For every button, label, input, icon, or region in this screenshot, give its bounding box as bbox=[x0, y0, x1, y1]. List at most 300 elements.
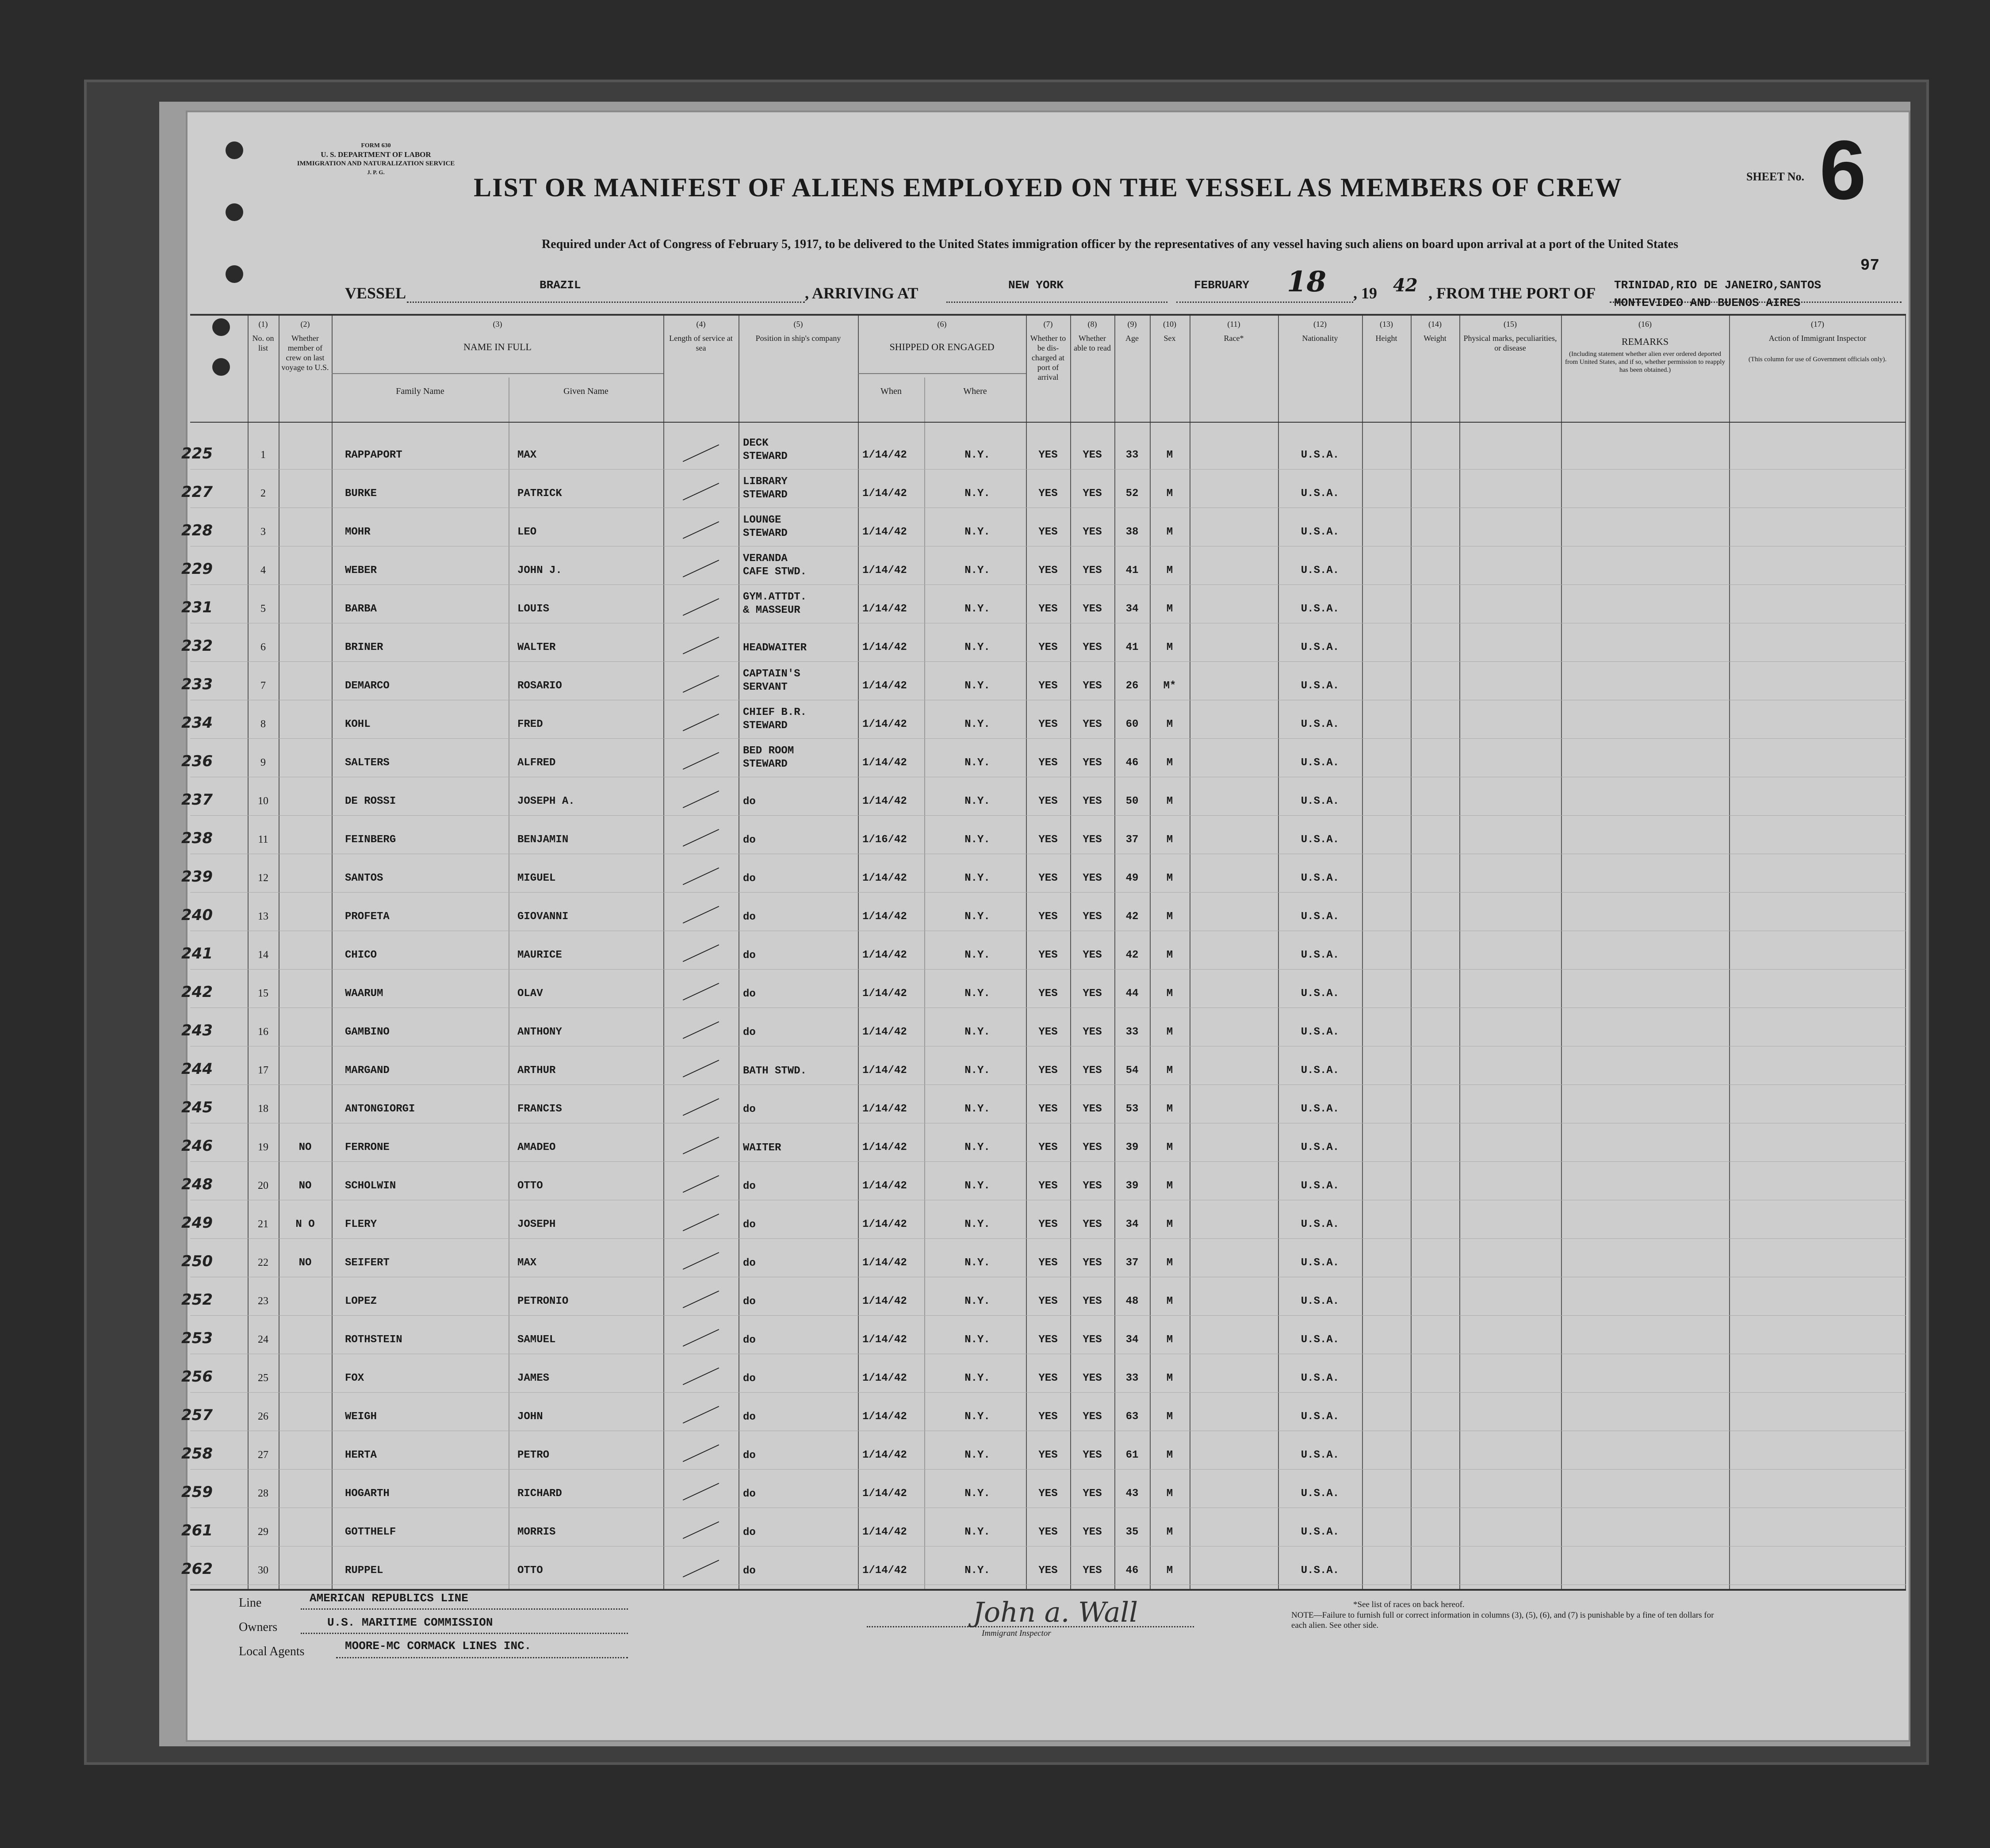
given-name-cell: ALFRED bbox=[517, 757, 556, 769]
age-cell: 61 bbox=[1125, 1449, 1139, 1461]
given-name-cell: PATRICK bbox=[517, 488, 562, 500]
shipped-where-cell: N.Y. bbox=[964, 1065, 990, 1077]
given-name-cell: BENJAMIN bbox=[517, 834, 569, 846]
form-number: FORM 630 bbox=[361, 142, 391, 149]
column-header: Sex bbox=[1163, 334, 1176, 343]
nationality-cell: U.S.A. bbox=[1301, 641, 1339, 653]
discharged-cell: YES bbox=[1038, 1065, 1058, 1077]
family-name-cell: HOGARTH bbox=[345, 1488, 390, 1500]
sheet-label: SHEET No. bbox=[1746, 170, 1804, 183]
margin-number: 246 bbox=[181, 1137, 213, 1155]
margin-number: 240 bbox=[181, 906, 213, 924]
margin-number: 236 bbox=[181, 752, 213, 770]
agency-line-1: U. S. DEPARTMENT OF LABOR bbox=[321, 150, 431, 159]
age-cell: 26 bbox=[1125, 680, 1139, 692]
given-name-cell: RICHARD bbox=[517, 1488, 562, 1500]
able-to-read-cell: YES bbox=[1083, 680, 1102, 692]
column-header: Nationality bbox=[1302, 334, 1338, 343]
position-cell: WAITER bbox=[743, 1142, 781, 1154]
arriving-port: NEW YORK bbox=[1008, 279, 1064, 292]
dotted-rule bbox=[301, 1608, 628, 1610]
position-cell: BATH STWD. bbox=[743, 1065, 807, 1077]
service-check-mark bbox=[683, 944, 719, 962]
able-to-read-cell: YES bbox=[1083, 872, 1102, 884]
sex-cell: M bbox=[1166, 1103, 1173, 1115]
sex-cell: M bbox=[1166, 449, 1173, 461]
position-cell: do bbox=[743, 1103, 756, 1115]
able-to-read-cell: YES bbox=[1083, 1103, 1102, 1115]
position-cell: do bbox=[743, 988, 756, 1000]
discharged-cell: YES bbox=[1038, 1026, 1058, 1038]
nationality-cell: U.S.A. bbox=[1301, 718, 1339, 730]
age-cell: 43 bbox=[1125, 1488, 1139, 1500]
margin-number: 249 bbox=[181, 1214, 213, 1232]
margin-number: 245 bbox=[181, 1099, 213, 1116]
sex-cell: M bbox=[1166, 1026, 1173, 1038]
given-name-cell: MAX bbox=[517, 449, 537, 461]
shipped-where-cell: N.Y. bbox=[964, 680, 990, 692]
table-row bbox=[181, 1281, 1906, 1320]
service-check-mark bbox=[683, 829, 719, 847]
list-number: 6 bbox=[260, 641, 266, 653]
age-cell: 46 bbox=[1125, 1565, 1139, 1577]
nationality-cell: U.S.A. bbox=[1301, 757, 1339, 769]
given-name-cell: JOHN bbox=[517, 1411, 543, 1423]
inspector-signature: John a. Wall bbox=[973, 1596, 1138, 1628]
age-cell: 41 bbox=[1125, 641, 1139, 653]
last-voyage-cell: NO bbox=[298, 1180, 312, 1192]
shipped-where-cell: N.Y. bbox=[964, 1103, 990, 1115]
family-name-cell: FERRONE bbox=[345, 1142, 390, 1153]
list-number: 18 bbox=[258, 1103, 268, 1115]
shipped-where-cell: N.Y. bbox=[964, 1411, 990, 1423]
margin-number: 248 bbox=[181, 1176, 213, 1193]
arrival-day: 18 bbox=[1287, 265, 1327, 298]
table-row bbox=[181, 512, 1906, 550]
position-cell: do bbox=[743, 1565, 756, 1577]
shipped-where-cell: N.Y. bbox=[964, 526, 990, 538]
nationality-cell: U.S.A. bbox=[1301, 449, 1339, 461]
discharged-cell: YES bbox=[1038, 1295, 1058, 1307]
sex-cell: M bbox=[1166, 1218, 1173, 1230]
nationality-cell: U.S.A. bbox=[1301, 988, 1339, 1000]
position-cell: LOUNGE STEWARD bbox=[743, 514, 788, 539]
list-number: 26 bbox=[258, 1411, 268, 1422]
position-cell: do bbox=[743, 1373, 756, 1385]
given-name-cell: SAMUEL bbox=[517, 1334, 556, 1346]
nationality-cell: U.S.A. bbox=[1301, 834, 1339, 846]
races-note: *See list of races on back hereof. bbox=[1353, 1600, 1465, 1609]
discharged-cell: YES bbox=[1038, 872, 1058, 884]
table-row bbox=[181, 589, 1906, 627]
action-note: (This column for use of Government officials only). bbox=[1748, 356, 1887, 363]
column-number: (10) bbox=[1163, 320, 1176, 328]
family-name-cell: FEINBERG bbox=[345, 834, 396, 846]
margin-number: 232 bbox=[181, 637, 213, 655]
sex-cell: M bbox=[1166, 1180, 1173, 1192]
service-check-mark bbox=[683, 521, 719, 539]
shipped-when-cell: 1/14/42 bbox=[862, 795, 907, 807]
discharged-cell: YES bbox=[1038, 680, 1058, 692]
family-name-cell: LOPEZ bbox=[345, 1295, 377, 1307]
margin-number: 243 bbox=[181, 1022, 213, 1039]
able-to-read-cell: YES bbox=[1083, 795, 1102, 807]
table-row bbox=[181, 1320, 1906, 1358]
margin-number: 261 bbox=[181, 1522, 213, 1539]
shipped-where-cell: N.Y. bbox=[964, 488, 990, 500]
column-header: Whether to be dis-charged at port of arrival bbox=[1030, 334, 1066, 382]
sex-cell: M bbox=[1166, 641, 1173, 653]
shipped-when-cell: 1/14/42 bbox=[862, 1488, 907, 1500]
column-number: (14) bbox=[1428, 320, 1442, 328]
family-name-cell: BRINER bbox=[345, 641, 383, 653]
given-name-cell: MORRIS bbox=[517, 1526, 556, 1538]
list-number: 8 bbox=[260, 718, 266, 730]
position-cell: do bbox=[743, 1411, 756, 1423]
list-number: 7 bbox=[260, 680, 266, 691]
list-number: 15 bbox=[258, 988, 268, 999]
shipped-where-cell: N.Y. bbox=[964, 757, 990, 769]
list-number: 24 bbox=[258, 1334, 268, 1345]
sex-cell: M bbox=[1166, 1449, 1173, 1461]
shipped-where-cell: N.Y. bbox=[964, 1218, 990, 1230]
column-subheader: Where bbox=[963, 386, 987, 396]
margin-number: 229 bbox=[181, 560, 213, 578]
margin-number: 234 bbox=[181, 714, 213, 732]
service-check-mark bbox=[683, 1521, 719, 1539]
margin-number: 258 bbox=[181, 1445, 213, 1462]
able-to-read-cell: YES bbox=[1083, 1257, 1102, 1269]
column-number: (8) bbox=[1087, 320, 1097, 328]
dotted-rule bbox=[407, 302, 805, 303]
discharged-cell: YES bbox=[1038, 1180, 1058, 1192]
age-cell: 52 bbox=[1125, 488, 1139, 500]
shipped-when-cell: 1/14/42 bbox=[862, 872, 907, 884]
dotted-rule bbox=[1176, 302, 1353, 303]
family-name-cell: GOTTHELF bbox=[345, 1526, 396, 1538]
from-label: , FROM THE PORT OF bbox=[1428, 284, 1596, 302]
punch-hole bbox=[226, 265, 243, 283]
column-number: (17) bbox=[1811, 320, 1824, 328]
year-suffix: 42 bbox=[1393, 275, 1418, 296]
margin-number: 259 bbox=[181, 1483, 213, 1501]
given-name-cell: GIOVANNI bbox=[517, 911, 569, 923]
given-name-cell: PETRO bbox=[517, 1449, 550, 1461]
table-row bbox=[181, 1166, 1906, 1204]
nationality-cell: U.S.A. bbox=[1301, 526, 1339, 538]
given-name-cell: FRANCIS bbox=[517, 1103, 562, 1115]
discharged-cell: YES bbox=[1038, 911, 1058, 923]
sex-cell: M bbox=[1166, 757, 1173, 769]
column-header: Physical marks, peculiarities, or disease bbox=[1463, 334, 1557, 352]
list-number: 25 bbox=[258, 1372, 268, 1384]
sex-cell: M bbox=[1166, 1257, 1173, 1269]
shipped-when-cell: 1/14/42 bbox=[862, 988, 907, 1000]
family-name-cell: DE ROSSI bbox=[345, 795, 396, 807]
list-number: 12 bbox=[258, 872, 268, 884]
margin-number: 237 bbox=[181, 791, 213, 809]
margin-number: 242 bbox=[181, 983, 213, 1001]
service-check-mark bbox=[683, 714, 719, 731]
position-cell: CAPTAIN'S SERVANT bbox=[743, 668, 800, 693]
shipped-when-cell: 1/14/42 bbox=[862, 911, 907, 923]
nationality-cell: U.S.A. bbox=[1301, 565, 1339, 577]
given-name-cell: FRED bbox=[517, 718, 543, 730]
nationality-cell: U.S.A. bbox=[1301, 680, 1339, 692]
table-row bbox=[181, 550, 1906, 589]
discharged-cell: YES bbox=[1038, 1334, 1058, 1346]
shipped-when-cell: 1/14/42 bbox=[862, 1411, 907, 1423]
remarks-note: (Including statement whether alien ever ordered deported from United States, and if so, whether permission to reapply has been obtained.) bbox=[1565, 351, 1725, 374]
shipped-where-cell: N.Y. bbox=[964, 1372, 990, 1384]
shipped-where-cell: N.Y. bbox=[964, 1488, 990, 1500]
punch-hole bbox=[226, 203, 243, 221]
service-check-mark bbox=[683, 1060, 719, 1077]
last-voyage-cell: NO bbox=[298, 1142, 312, 1153]
sex-cell: M bbox=[1166, 526, 1173, 538]
sheet-number: 6 bbox=[1819, 123, 1866, 217]
column-header: Age bbox=[1125, 334, 1139, 343]
able-to-read-cell: YES bbox=[1083, 1526, 1102, 1538]
age-cell: 42 bbox=[1125, 911, 1139, 923]
footer bbox=[239, 1587, 1875, 1720]
margin-number: 252 bbox=[181, 1291, 213, 1309]
nationality-cell: U.S.A. bbox=[1301, 1334, 1339, 1346]
given-name-cell: MIGUEL bbox=[517, 872, 556, 884]
column-header: Whether member of crew on last voyage to U.S. bbox=[281, 334, 329, 372]
shipped-when-cell: 1/14/42 bbox=[862, 565, 907, 577]
position-cell: VERANDA CAFE STWD. bbox=[743, 553, 807, 578]
service-check-mark bbox=[683, 637, 719, 654]
last-voyage-cell: N O bbox=[295, 1218, 315, 1230]
able-to-read-cell: YES bbox=[1083, 603, 1102, 615]
service-check-mark bbox=[683, 1367, 719, 1385]
service-check-mark bbox=[683, 1098, 719, 1116]
dotted-rule bbox=[301, 1633, 628, 1634]
shipped-where-cell: N.Y. bbox=[964, 949, 990, 961]
shipped-where-cell: N.Y. bbox=[964, 718, 990, 730]
discharged-cell: YES bbox=[1038, 488, 1058, 500]
given-name-cell: MAX bbox=[517, 1257, 537, 1269]
column-number: (6) bbox=[937, 320, 947, 328]
family-name-cell: ROTHSTEIN bbox=[345, 1334, 402, 1346]
column-number: (2) bbox=[300, 320, 310, 328]
position-cell: do bbox=[743, 796, 756, 808]
crew-table bbox=[181, 314, 1906, 1591]
age-cell: 34 bbox=[1125, 1334, 1139, 1346]
family-name-cell: MOHR bbox=[345, 526, 371, 538]
nationality-cell: U.S.A. bbox=[1301, 1372, 1339, 1384]
table-row bbox=[181, 704, 1906, 743]
given-name-cell: ROSARIO bbox=[517, 680, 562, 692]
able-to-read-cell: YES bbox=[1083, 1449, 1102, 1461]
arriving-label: , ARRIVING AT bbox=[805, 284, 918, 302]
shipped-when-cell: 1/14/42 bbox=[862, 1142, 907, 1153]
family-name-cell: RUPPEL bbox=[345, 1565, 383, 1577]
column-header: Height bbox=[1375, 334, 1397, 343]
column-header: Position in ship's company bbox=[755, 334, 841, 343]
table-row bbox=[181, 781, 1906, 820]
family-name-cell: FLERY bbox=[345, 1218, 377, 1230]
able-to-read-cell: YES bbox=[1083, 1065, 1102, 1077]
table-row bbox=[181, 1050, 1906, 1089]
discharged-cell: YES bbox=[1038, 795, 1058, 807]
given-name-cell: AMADEO bbox=[517, 1142, 556, 1153]
owners-label: Owners bbox=[239, 1620, 278, 1634]
list-number: 29 bbox=[258, 1526, 268, 1538]
subheader-rule bbox=[332, 373, 663, 374]
table-row bbox=[181, 627, 1906, 666]
column-header: Action of Immigrant Inspector bbox=[1768, 334, 1867, 343]
discharged-cell: YES bbox=[1038, 757, 1058, 769]
shipped-where-cell: N.Y. bbox=[964, 1295, 990, 1307]
nationality-cell: U.S.A. bbox=[1301, 1180, 1339, 1192]
discharged-cell: YES bbox=[1038, 1142, 1058, 1153]
family-name-cell: FOX bbox=[345, 1372, 364, 1384]
shipped-when-cell: 1/16/42 bbox=[862, 834, 907, 846]
nationality-cell: U.S.A. bbox=[1301, 949, 1339, 961]
sex-cell: M bbox=[1166, 1488, 1173, 1500]
margin-number: 253 bbox=[181, 1329, 213, 1347]
age-cell: 41 bbox=[1125, 565, 1139, 577]
list-number: 22 bbox=[258, 1257, 268, 1268]
list-number: 17 bbox=[258, 1065, 268, 1076]
shipped-where-cell: N.Y. bbox=[964, 641, 990, 653]
able-to-read-cell: YES bbox=[1083, 1372, 1102, 1384]
column-number: (1) bbox=[258, 320, 268, 328]
family-name-cell: PROFETA bbox=[345, 911, 390, 923]
list-number: 4 bbox=[260, 565, 266, 576]
service-check-mark bbox=[683, 1252, 719, 1270]
dotted-rule bbox=[336, 1657, 628, 1658]
family-name-cell: KOHL bbox=[345, 718, 371, 730]
line-label: Line bbox=[239, 1596, 262, 1610]
family-name-cell: WEIGH bbox=[345, 1411, 377, 1423]
sex-cell: M bbox=[1166, 565, 1173, 577]
able-to-read-cell: YES bbox=[1083, 565, 1102, 577]
sex-cell: M bbox=[1166, 911, 1173, 923]
column-header: Whether able to read bbox=[1074, 334, 1111, 352]
column-header: Weight bbox=[1424, 334, 1447, 343]
service-check-mark bbox=[683, 983, 719, 1000]
service-check-mark bbox=[683, 1291, 719, 1308]
margin-number: 231 bbox=[181, 599, 213, 616]
sex-cell: M bbox=[1166, 1295, 1173, 1307]
service-check-mark bbox=[683, 598, 719, 616]
age-cell: 49 bbox=[1125, 872, 1139, 884]
shipped-when-cell: 1/14/42 bbox=[862, 1218, 907, 1230]
service-check-mark bbox=[683, 1214, 719, 1231]
shipped-where-cell: N.Y. bbox=[964, 795, 990, 807]
inspector-label: Immigrant Inspector bbox=[982, 1629, 1051, 1638]
shipped-when-cell: 1/14/42 bbox=[862, 757, 907, 769]
age-cell: 46 bbox=[1125, 757, 1139, 769]
family-name-cell: DEMARCO bbox=[345, 680, 390, 692]
nationality-cell: U.S.A. bbox=[1301, 795, 1339, 807]
column-number: (9) bbox=[1127, 320, 1137, 328]
position-cell: GYM.ATTDT. & MASSEUR bbox=[743, 591, 807, 616]
able-to-read-cell: YES bbox=[1083, 1565, 1102, 1577]
age-cell: 37 bbox=[1125, 834, 1139, 846]
table-row bbox=[181, 1012, 1906, 1050]
sex-cell: M bbox=[1166, 988, 1173, 1000]
list-number: 13 bbox=[258, 911, 268, 922]
service-check-mark bbox=[683, 1444, 719, 1462]
table-row bbox=[181, 974, 1906, 1012]
column-subheader: Family Name bbox=[396, 386, 444, 396]
position-cell: do bbox=[743, 834, 756, 846]
port-line-1: TRINIDAD,RIO DE JANEIRO,SANTOS bbox=[1614, 279, 1822, 292]
manifest-title: LIST OR MANIFEST OF ALIENS EMPLOYED ON THE VESSEL AS MEMBERS OF CREW bbox=[474, 173, 1623, 202]
sex-cell: M bbox=[1166, 1334, 1173, 1346]
table-row bbox=[181, 473, 1906, 512]
position-cell: do bbox=[743, 873, 756, 885]
list-number: 30 bbox=[258, 1565, 268, 1576]
shipped-when-cell: 1/14/42 bbox=[862, 1372, 907, 1384]
nationality-cell: U.S.A. bbox=[1301, 1565, 1339, 1577]
margin-number: 244 bbox=[181, 1060, 213, 1078]
manifest-sheet bbox=[181, 111, 1910, 1742]
position-cell: do bbox=[743, 1334, 756, 1346]
given-name-cell: JOHN J. bbox=[517, 565, 562, 577]
able-to-read-cell: YES bbox=[1083, 1218, 1102, 1230]
sex-cell: M bbox=[1166, 1411, 1173, 1423]
shipped-where-cell: N.Y. bbox=[964, 1142, 990, 1153]
vessel-label: VESSEL bbox=[345, 284, 406, 302]
age-cell: 34 bbox=[1125, 603, 1139, 615]
header-rule bbox=[190, 422, 1906, 423]
column-number: (5) bbox=[793, 320, 803, 328]
service-check-mark bbox=[683, 1137, 719, 1154]
age-cell: 63 bbox=[1125, 1411, 1139, 1423]
age-cell: 39 bbox=[1125, 1180, 1139, 1192]
shipped-where-cell: N.Y. bbox=[964, 603, 990, 615]
family-name-cell: SALTERS bbox=[345, 757, 390, 769]
shipped-where-cell: N.Y. bbox=[964, 565, 990, 577]
fine-note: NOTE—Failure to furnish full or correct information in columns (3), (5), (6), and (7) is punishable by a fine of ten dollars for each alien. See other side. bbox=[1291, 1611, 1714, 1630]
family-name-cell: BURKE bbox=[345, 488, 377, 500]
column-number: (12) bbox=[1313, 320, 1327, 328]
service-check-mark bbox=[683, 1329, 719, 1347]
able-to-read-cell: YES bbox=[1083, 1180, 1102, 1192]
column-header: No. on list bbox=[252, 334, 274, 352]
able-to-read-cell: YES bbox=[1083, 911, 1102, 923]
nationality-cell: U.S.A. bbox=[1301, 603, 1339, 615]
age-cell: 44 bbox=[1125, 988, 1139, 1000]
nationality-cell: U.S.A. bbox=[1301, 1488, 1339, 1500]
service-check-mark bbox=[683, 675, 719, 693]
column-number: (16) bbox=[1638, 320, 1652, 328]
age-cell: 38 bbox=[1125, 526, 1139, 538]
list-number: 27 bbox=[258, 1449, 268, 1461]
position-cell: do bbox=[743, 950, 756, 962]
position-cell: DECK STEWARD bbox=[743, 437, 788, 462]
shipped-where-cell: N.Y. bbox=[964, 449, 990, 461]
position-cell: do bbox=[743, 1027, 756, 1039]
column-number: (4) bbox=[696, 320, 706, 328]
discharged-cell: YES bbox=[1038, 1372, 1058, 1384]
list-number: 11 bbox=[258, 834, 268, 845]
subtitle: Required under Act of Congress of February 5, 1917, to be delivered to the United States immigration officer by the representatives of any vessel having such aliens on board upon arrival at a port of the United States bbox=[542, 237, 1678, 251]
port-line-2: MONTEVIDEO AND BUENOS AIRES bbox=[1614, 296, 1801, 309]
nationality-cell: U.S.A. bbox=[1301, 1526, 1339, 1538]
able-to-read-cell: YES bbox=[1083, 834, 1102, 846]
shipped-when-cell: 1/14/42 bbox=[862, 718, 907, 730]
able-to-read-cell: YES bbox=[1083, 1334, 1102, 1346]
column-number: (11) bbox=[1227, 320, 1240, 328]
age-cell: 50 bbox=[1125, 795, 1139, 807]
shipped-when-cell: 1/14/42 bbox=[862, 449, 907, 461]
